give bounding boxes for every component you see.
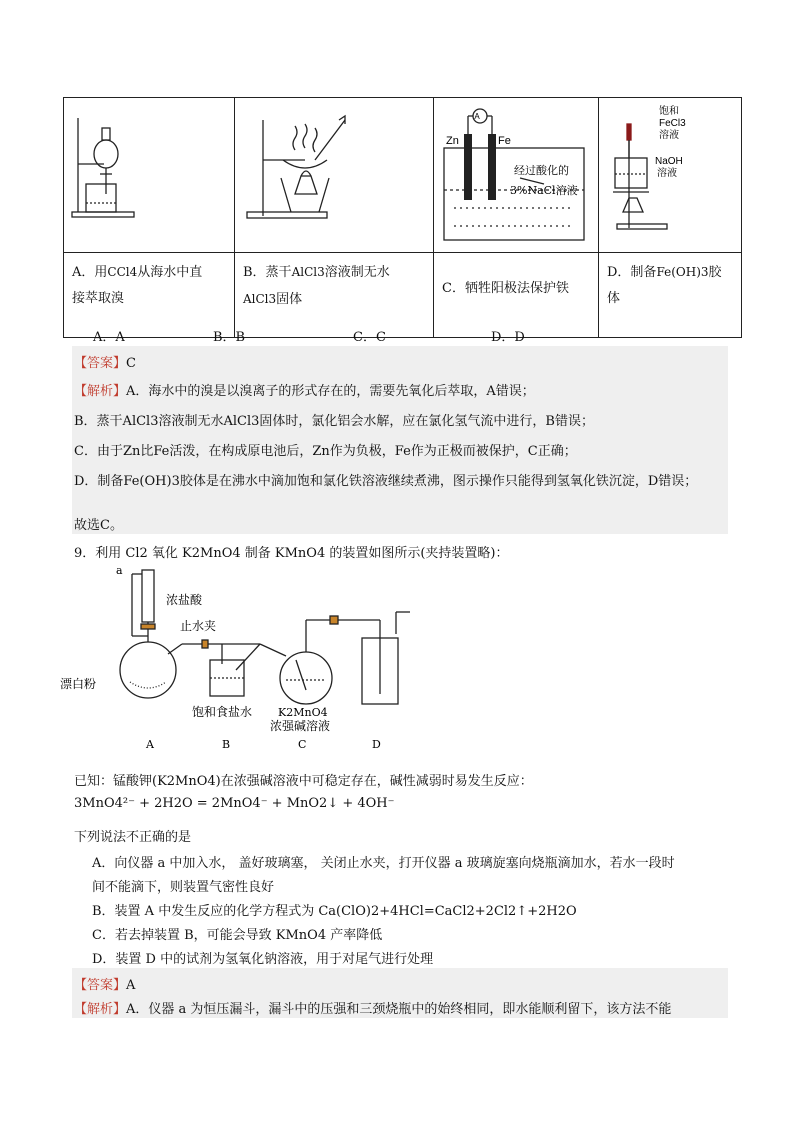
q8-analysis-c: C．由于Zn比Fe活泼，在构成原电池后，Zn作为负极，Fe作为正极而被保护，C正确； [74,444,577,459]
q9-equation: 3MnO4²⁻ + 2H2O = 2MnO4⁻ + MnO2↓ + 4OH⁻ [74,796,395,811]
q9-choice-b[interactable]: B．装置 A 中发生反应的化学方程式为 Ca(ClO)2+4HCl=CaCl2+2Cl2↑+2H2O [92,904,577,919]
q8-analysis-d: D．制备Fe(OH)3胶体是在沸水中滴加饱和氯化铁溶液继续煮沸，图示操作只能得到氢氧化铁沉淀，D错误； [74,474,698,489]
naoh-label: NaOH [655,156,683,167]
figure-a-cell [64,98,235,253]
q9-choice-c[interactable]: C．若去掉装置 B，可能会导致 KMnO4 产率降低 [92,928,383,943]
q9-apparatus-figure [60,560,420,755]
zn-label: Zn [446,135,459,147]
q9-known: 已知：锰酸钾(K2MnO4)在浓强碱溶液中可稳定存在，碱性减弱时易发生反应： [74,774,533,789]
label-B: B [222,738,231,751]
choice-d[interactable]: D．D [491,330,525,345]
label-k2mno4: K2MnO4 [278,706,328,719]
caption-c: C．牺牲阳极法保护铁 [434,253,599,338]
q8-analysis-a: 【解析】A．海水中的溴是以溴离子的形式存在的，需要先氧化后萃取，A错误； [74,384,535,399]
q9-stem: 9．利用 Cl2 氧化 K2MnO4 制备 KMnO4 的装置如图所示(夹持装置略)： [74,546,509,561]
dropper-beaker-figure [599,98,741,248]
q9-question: 下列说法不正确的是 [74,830,192,845]
evaporating-dish-figure [235,98,433,248]
label-C: C [298,738,307,751]
figure-b-cell [235,98,434,253]
caption-b: B．蒸干AlCl3溶液制无水 AlCl3固体 [235,253,434,338]
fecl3-label: FeCl3 [659,118,686,129]
label-clip: 止水夹 [180,619,217,633]
naoh-solution-label: 溶液 [657,168,677,179]
q9-choice-d[interactable]: D．装置 D 中的试剂为氢氧化钠溶液，用于对尾气进行处理 [92,952,434,967]
q8-options-table [63,97,742,338]
choice-a[interactable]: A．A [93,330,125,345]
q9-choice-a[interactable]: A．向仪器 a 中加入水， 盖好玻璃塞， 关闭止水夹，打开仪器 a 玻璃旋塞向烧瓶滴加水，若水一段时 [92,856,675,871]
saturated-label: 饱和 [659,106,679,117]
q8-analysis-b: B．蒸干AlCl3溶液制无水AlCl3固体时，氯化铝会水解，应在氯化氢气流中进行，B错误； [74,414,594,429]
caption-a: A．用CCl4从海水中直 接萃取溴 [64,253,235,338]
fe-label: Fe [498,135,511,147]
galvanic-cell-figure [434,98,598,248]
choice-b[interactable]: B．B [213,330,246,345]
figure-c-cell [434,98,599,253]
label-A: A [146,738,154,751]
choice-c[interactable]: C．C [353,330,386,345]
label-D: D [372,738,381,751]
label-acid: 浓盐酸 [166,593,203,607]
caption-d: D．制备Fe(OH)3胶 体 [599,253,742,338]
acidified-label: 经过酸化的 [514,164,569,177]
q8-answer: 【答案】C [74,356,136,371]
q9-choice-a-cont: 间不能滴下，则装置气密性良好 [92,880,275,895]
q9-answer: 【答案】A [74,978,136,993]
fecl3-solution-label: 溶液 [659,130,679,141]
q8-conclusion: 故选C。 [74,518,123,533]
nacl-label: 3%NaCl溶液 [510,184,578,197]
q9-analysis: 【解析】A．仪器 a 为恒压漏斗，漏斗中的压强和三颈烧瓶中的始终相同，即水能顺利留下，该方法不能 [74,1002,672,1017]
label-a: a [116,564,123,577]
figure-d-cell [599,98,742,253]
label-alkali: 浓强碱溶液 [270,719,331,733]
label-bleach: 漂白粉 [60,677,97,691]
separatory-funnel-figure [64,98,234,248]
label-brine: 饱和食盐水 [192,705,253,719]
ammeter-label: A [474,112,480,121]
